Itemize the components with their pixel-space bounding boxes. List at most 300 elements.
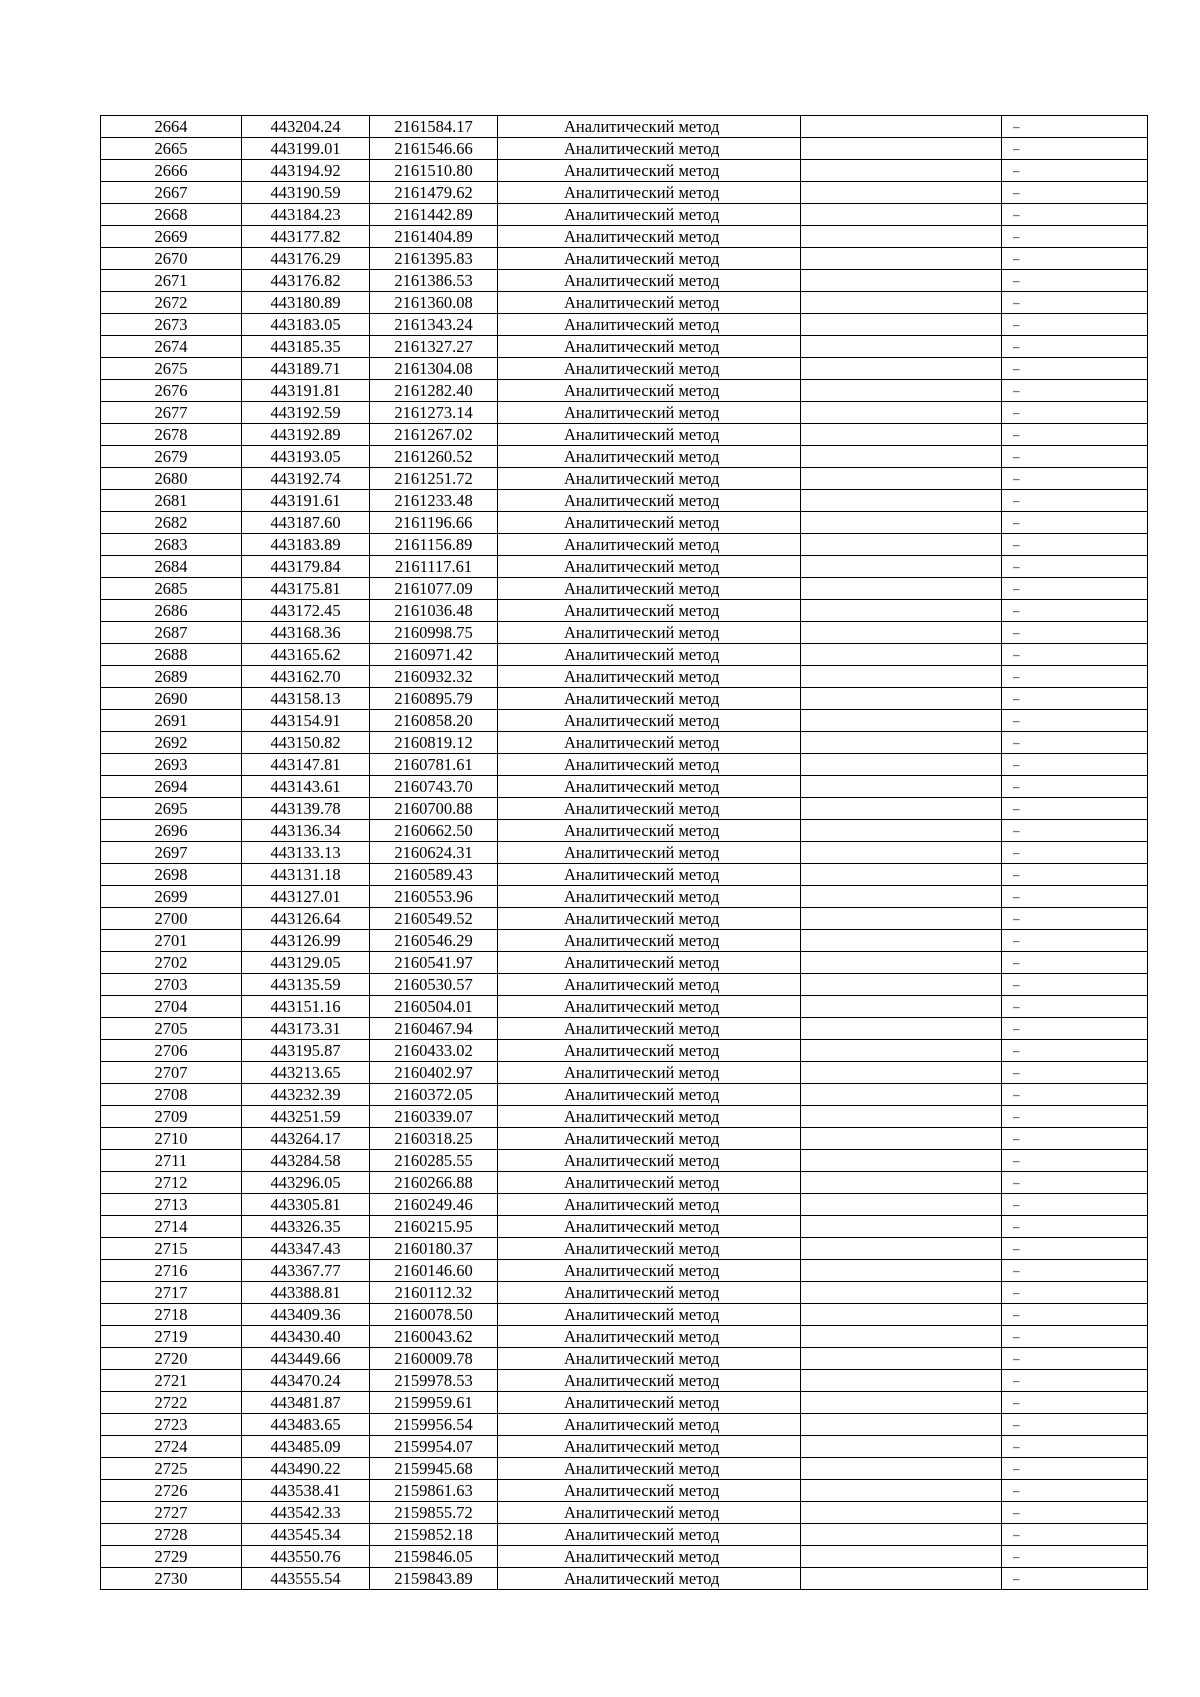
- x-coordinate-cell: 443232.39: [242, 1084, 370, 1106]
- table-row: [101, 314, 1148, 336]
- x-coordinate-cell: 443195.87: [242, 1040, 370, 1062]
- accuracy-cell: [801, 886, 1002, 908]
- y-coordinate-cell: 2160009.78: [370, 1348, 498, 1370]
- table-row: [101, 556, 1148, 578]
- y-coordinate-cell: 2161327.27: [370, 336, 498, 358]
- x-coordinate-cell: 443326.35: [242, 1216, 370, 1238]
- x-coordinate-cell: 443136.34: [242, 820, 370, 842]
- x-coordinate-cell: 443490.22: [242, 1458, 370, 1480]
- y-coordinate-cell: 2161510.80: [370, 160, 498, 182]
- x-coordinate-cell: 443151.16: [242, 996, 370, 1018]
- point-number-cell: 2687: [101, 622, 242, 644]
- point-number-cell: 2700: [101, 908, 242, 930]
- point-number-cell: 2729: [101, 1546, 242, 1568]
- table-row: [101, 710, 1148, 732]
- x-coordinate-cell: 443213.65: [242, 1062, 370, 1084]
- method-cell: Аналитический метод: [498, 622, 801, 644]
- point-number-cell: 2712: [101, 1172, 242, 1194]
- point-number-cell: 2696: [101, 820, 242, 842]
- method-cell: Аналитический метод: [498, 1194, 801, 1216]
- description-cell: –: [1002, 644, 1148, 666]
- table-row: [101, 138, 1148, 160]
- y-coordinate-cell: 2159959.61: [370, 1392, 498, 1414]
- accuracy-cell: [801, 644, 1002, 666]
- accuracy-cell: [801, 248, 1002, 270]
- x-coordinate-cell: 443192.89: [242, 424, 370, 446]
- y-coordinate-cell: 2160858.20: [370, 710, 498, 732]
- y-coordinate-cell: 2159843.89: [370, 1568, 498, 1590]
- table-row: [101, 1128, 1148, 1150]
- y-coordinate-cell: 2160781.61: [370, 754, 498, 776]
- y-coordinate-cell: 2160249.46: [370, 1194, 498, 1216]
- description-cell: –: [1002, 886, 1148, 908]
- point-number-cell: 2683: [101, 534, 242, 556]
- method-cell: Аналитический метод: [498, 732, 801, 754]
- x-coordinate-cell: 443305.81: [242, 1194, 370, 1216]
- point-number-cell: 2677: [101, 402, 242, 424]
- point-number-cell: 2723: [101, 1414, 242, 1436]
- x-coordinate-cell: 443430.40: [242, 1326, 370, 1348]
- method-cell: Аналитический метод: [498, 864, 801, 886]
- y-coordinate-cell: 2159852.18: [370, 1524, 498, 1546]
- y-coordinate-cell: 2160215.95: [370, 1216, 498, 1238]
- point-number-cell: 2703: [101, 974, 242, 996]
- description-cell: –: [1002, 842, 1148, 864]
- table-row: [101, 1040, 1148, 1062]
- method-cell: Аналитический метод: [498, 688, 801, 710]
- method-cell: Аналитический метод: [498, 292, 801, 314]
- y-coordinate-cell: 2160553.96: [370, 886, 498, 908]
- x-coordinate-cell: 443184.23: [242, 204, 370, 226]
- table-row: [101, 1282, 1148, 1304]
- y-coordinate-cell: 2160624.31: [370, 842, 498, 864]
- point-number-cell: 2682: [101, 512, 242, 534]
- y-coordinate-cell: 2160932.32: [370, 666, 498, 688]
- method-cell: Аналитический метод: [498, 1304, 801, 1326]
- accuracy-cell: [801, 1326, 1002, 1348]
- description-cell: –: [1002, 116, 1148, 138]
- description-cell: –: [1002, 710, 1148, 732]
- point-number-cell: 2685: [101, 578, 242, 600]
- x-coordinate-cell: 443185.35: [242, 336, 370, 358]
- description-cell: –: [1002, 248, 1148, 270]
- method-cell: Аналитический метод: [498, 798, 801, 820]
- accuracy-cell: [801, 1480, 1002, 1502]
- x-coordinate-cell: 443139.78: [242, 798, 370, 820]
- description-cell: –: [1002, 1304, 1148, 1326]
- description-cell: –: [1002, 996, 1148, 1018]
- method-cell: Аналитический метод: [498, 1216, 801, 1238]
- table-row: [101, 996, 1148, 1018]
- accuracy-cell: [801, 446, 1002, 468]
- accuracy-cell: [801, 820, 1002, 842]
- description-cell: –: [1002, 1062, 1148, 1084]
- y-coordinate-cell: 2161546.66: [370, 138, 498, 160]
- description-cell: –: [1002, 666, 1148, 688]
- method-cell: Аналитический метод: [498, 336, 801, 358]
- y-coordinate-cell: 2161156.89: [370, 534, 498, 556]
- point-number-cell: 2678: [101, 424, 242, 446]
- description-cell: –: [1002, 380, 1148, 402]
- y-coordinate-cell: 2161386.53: [370, 270, 498, 292]
- x-coordinate-cell: 443183.89: [242, 534, 370, 556]
- y-coordinate-cell: 2160402.97: [370, 1062, 498, 1084]
- description-cell: –: [1002, 292, 1148, 314]
- x-coordinate-cell: 443538.41: [242, 1480, 370, 1502]
- x-coordinate-cell: 443388.81: [242, 1282, 370, 1304]
- y-coordinate-cell: 2159954.07: [370, 1436, 498, 1458]
- table-row: [101, 754, 1148, 776]
- x-coordinate-cell: 443150.82: [242, 732, 370, 754]
- point-number-cell: 2728: [101, 1524, 242, 1546]
- y-coordinate-cell: 2160700.88: [370, 798, 498, 820]
- accuracy-cell: [801, 270, 1002, 292]
- description-cell: –: [1002, 974, 1148, 996]
- method-cell: Аналитический метод: [498, 314, 801, 336]
- description-cell: –: [1002, 1106, 1148, 1128]
- accuracy-cell: [801, 864, 1002, 886]
- point-number-cell: 2706: [101, 1040, 242, 1062]
- x-coordinate-cell: 443555.54: [242, 1568, 370, 1590]
- table-row: [101, 1502, 1148, 1524]
- method-cell: Аналитический метод: [498, 600, 801, 622]
- description-cell: –: [1002, 512, 1148, 534]
- table-row: [101, 1304, 1148, 1326]
- method-cell: Аналитический метод: [498, 710, 801, 732]
- accuracy-cell: [801, 1128, 1002, 1150]
- description-cell: –: [1002, 1018, 1148, 1040]
- x-coordinate-cell: 443470.24: [242, 1370, 370, 1392]
- accuracy-cell: [801, 622, 1002, 644]
- point-number-cell: 2680: [101, 468, 242, 490]
- method-cell: Аналитический метод: [498, 974, 801, 996]
- x-coordinate-cell: 443154.91: [242, 710, 370, 732]
- accuracy-cell: [801, 380, 1002, 402]
- table-row: [101, 512, 1148, 534]
- method-cell: Аналитический метод: [498, 1106, 801, 1128]
- description-cell: –: [1002, 776, 1148, 798]
- point-number-cell: 2676: [101, 380, 242, 402]
- point-number-cell: 2717: [101, 1282, 242, 1304]
- table-row: [101, 1436, 1148, 1458]
- y-coordinate-cell: 2161479.62: [370, 182, 498, 204]
- accuracy-cell: [801, 1392, 1002, 1414]
- accuracy-cell: [801, 754, 1002, 776]
- method-cell: Аналитический метод: [498, 666, 801, 688]
- table-row: [101, 424, 1148, 446]
- description-cell: –: [1002, 1084, 1148, 1106]
- table-row: [101, 1106, 1148, 1128]
- x-coordinate-cell: 443251.59: [242, 1106, 370, 1128]
- point-number-cell: 2673: [101, 314, 242, 336]
- x-coordinate-cell: 443194.92: [242, 160, 370, 182]
- y-coordinate-cell: 2160971.42: [370, 644, 498, 666]
- x-coordinate-cell: 443173.31: [242, 1018, 370, 1040]
- method-cell: Аналитический метод: [498, 1282, 801, 1304]
- description-cell: –: [1002, 1194, 1148, 1216]
- method-cell: Аналитический метод: [498, 996, 801, 1018]
- y-coordinate-cell: 2160998.75: [370, 622, 498, 644]
- point-number-cell: 2694: [101, 776, 242, 798]
- description-cell: –: [1002, 1568, 1148, 1590]
- x-coordinate-cell: 443190.59: [242, 182, 370, 204]
- method-cell: Аналитический метод: [498, 468, 801, 490]
- description-cell: –: [1002, 226, 1148, 248]
- description-cell: –: [1002, 622, 1148, 644]
- point-number-cell: 2688: [101, 644, 242, 666]
- method-cell: Аналитический метод: [498, 1568, 801, 1590]
- y-coordinate-cell: 2160819.12: [370, 732, 498, 754]
- y-coordinate-cell: 2161395.83: [370, 248, 498, 270]
- x-coordinate-cell: 443449.66: [242, 1348, 370, 1370]
- x-coordinate-cell: 443545.34: [242, 1524, 370, 1546]
- y-coordinate-cell: 2161233.48: [370, 490, 498, 512]
- accuracy-cell: [801, 490, 1002, 512]
- accuracy-cell: [801, 930, 1002, 952]
- table-row: [101, 1348, 1148, 1370]
- accuracy-cell: [801, 358, 1002, 380]
- point-number-cell: 2705: [101, 1018, 242, 1040]
- method-cell: Аналитический метод: [498, 182, 801, 204]
- x-coordinate-cell: 443158.13: [242, 688, 370, 710]
- table-row: [101, 1458, 1148, 1480]
- method-cell: Аналитический метод: [498, 556, 801, 578]
- table-row: [101, 732, 1148, 754]
- description-cell: –: [1002, 1414, 1148, 1436]
- description-cell: –: [1002, 424, 1148, 446]
- y-coordinate-cell: 2161196.66: [370, 512, 498, 534]
- x-coordinate-cell: 443264.17: [242, 1128, 370, 1150]
- point-number-cell: 2715: [101, 1238, 242, 1260]
- accuracy-cell: [801, 974, 1002, 996]
- description-cell: –: [1002, 1348, 1148, 1370]
- y-coordinate-cell: 2160372.05: [370, 1084, 498, 1106]
- method-cell: Аналитический метод: [498, 644, 801, 666]
- description-cell: –: [1002, 754, 1148, 776]
- method-cell: Аналитический метод: [498, 1502, 801, 1524]
- x-coordinate-cell: 443284.58: [242, 1150, 370, 1172]
- y-coordinate-cell: 2160467.94: [370, 1018, 498, 1040]
- table-row: [101, 688, 1148, 710]
- y-coordinate-cell: 2160662.50: [370, 820, 498, 842]
- description-cell: –: [1002, 864, 1148, 886]
- point-number-cell: 2690: [101, 688, 242, 710]
- y-coordinate-cell: 2161442.89: [370, 204, 498, 226]
- table-row: [101, 1392, 1148, 1414]
- x-coordinate-cell: 443176.29: [242, 248, 370, 270]
- accuracy-cell: [801, 1150, 1002, 1172]
- point-number-cell: 2672: [101, 292, 242, 314]
- point-number-cell: 2665: [101, 138, 242, 160]
- table-row: [101, 358, 1148, 380]
- point-number-cell: 2681: [101, 490, 242, 512]
- x-coordinate-cell: 443129.05: [242, 952, 370, 974]
- point-number-cell: 2701: [101, 930, 242, 952]
- table-row: [101, 1018, 1148, 1040]
- table-row: [101, 1546, 1148, 1568]
- accuracy-cell: [801, 1436, 1002, 1458]
- accuracy-cell: [801, 600, 1002, 622]
- method-cell: Аналитический метод: [498, 1392, 801, 1414]
- table-row: [101, 908, 1148, 930]
- method-cell: Аналитический метод: [498, 1524, 801, 1546]
- y-coordinate-cell: 2161282.40: [370, 380, 498, 402]
- point-number-cell: 2707: [101, 1062, 242, 1084]
- accuracy-cell: [801, 1018, 1002, 1040]
- y-coordinate-cell: 2160078.50: [370, 1304, 498, 1326]
- method-cell: Аналитический метод: [498, 424, 801, 446]
- accuracy-cell: [801, 1172, 1002, 1194]
- y-coordinate-cell: 2159855.72: [370, 1502, 498, 1524]
- method-cell: Аналитический метод: [498, 930, 801, 952]
- x-coordinate-cell: 443135.59: [242, 974, 370, 996]
- description-cell: –: [1002, 402, 1148, 424]
- method-cell: Аналитический метод: [498, 578, 801, 600]
- method-cell: Аналитический метод: [498, 1018, 801, 1040]
- accuracy-cell: [801, 1194, 1002, 1216]
- y-coordinate-cell: 2160549.52: [370, 908, 498, 930]
- y-coordinate-cell: 2159945.68: [370, 1458, 498, 1480]
- x-coordinate-cell: 443168.36: [242, 622, 370, 644]
- x-coordinate-cell: 443176.82: [242, 270, 370, 292]
- table-row: [101, 446, 1148, 468]
- accuracy-cell: [801, 1414, 1002, 1436]
- description-cell: –: [1002, 314, 1148, 336]
- description-cell: –: [1002, 468, 1148, 490]
- x-coordinate-cell: 443189.71: [242, 358, 370, 380]
- y-coordinate-cell: 2161251.72: [370, 468, 498, 490]
- table-row: [101, 380, 1148, 402]
- point-number-cell: 2691: [101, 710, 242, 732]
- method-cell: Аналитический метод: [498, 160, 801, 182]
- method-cell: Аналитический метод: [498, 116, 801, 138]
- point-number-cell: 2709: [101, 1106, 242, 1128]
- method-cell: Аналитический метод: [498, 1458, 801, 1480]
- method-cell: Аналитический метод: [498, 534, 801, 556]
- y-coordinate-cell: 2160541.97: [370, 952, 498, 974]
- method-cell: Аналитический метод: [498, 1238, 801, 1260]
- x-coordinate-cell: 443192.74: [242, 468, 370, 490]
- point-number-cell: 2697: [101, 842, 242, 864]
- description-cell: –: [1002, 732, 1148, 754]
- x-coordinate-cell: 443199.01: [242, 138, 370, 160]
- point-number-cell: 2699: [101, 886, 242, 908]
- table-body: [101, 116, 1148, 1590]
- x-coordinate-cell: 443367.77: [242, 1260, 370, 1282]
- point-number-cell: 2708: [101, 1084, 242, 1106]
- table-row: [101, 1216, 1148, 1238]
- point-number-cell: 2721: [101, 1370, 242, 1392]
- y-coordinate-cell: 2160318.25: [370, 1128, 498, 1150]
- point-number-cell: 2714: [101, 1216, 242, 1238]
- point-number-cell: 2720: [101, 1348, 242, 1370]
- x-coordinate-cell: 443165.62: [242, 644, 370, 666]
- method-cell: Аналитический метод: [498, 1546, 801, 1568]
- accuracy-cell: [801, 402, 1002, 424]
- x-coordinate-cell: 443409.36: [242, 1304, 370, 1326]
- table-row: [101, 864, 1148, 886]
- description-cell: –: [1002, 1172, 1148, 1194]
- description-cell: –: [1002, 490, 1148, 512]
- point-number-cell: 2675: [101, 358, 242, 380]
- table-row: [101, 468, 1148, 490]
- x-coordinate-cell: 443143.61: [242, 776, 370, 798]
- x-coordinate-cell: 443126.99: [242, 930, 370, 952]
- x-coordinate-cell: 443542.33: [242, 1502, 370, 1524]
- table-row: [101, 1524, 1148, 1546]
- table-row: [101, 1370, 1148, 1392]
- table-row: [101, 270, 1148, 292]
- description-cell: –: [1002, 600, 1148, 622]
- table-row: [101, 666, 1148, 688]
- accuracy-cell: [801, 1568, 1002, 1590]
- accuracy-cell: [801, 1370, 1002, 1392]
- accuracy-cell: [801, 1304, 1002, 1326]
- table-row: [101, 644, 1148, 666]
- point-number-cell: 2724: [101, 1436, 242, 1458]
- coordinates-table: [100, 115, 1148, 1590]
- point-number-cell: 2695: [101, 798, 242, 820]
- method-cell: Аналитический метод: [498, 754, 801, 776]
- method-cell: Аналитический метод: [498, 1436, 801, 1458]
- x-coordinate-cell: 443172.45: [242, 600, 370, 622]
- y-coordinate-cell: 2159978.53: [370, 1370, 498, 1392]
- table-row: [101, 490, 1148, 512]
- point-number-cell: 2698: [101, 864, 242, 886]
- table-row: [101, 798, 1148, 820]
- table-row: [101, 578, 1148, 600]
- x-coordinate-cell: 443187.60: [242, 512, 370, 534]
- x-coordinate-cell: 443485.09: [242, 1436, 370, 1458]
- method-cell: Аналитический метод: [498, 842, 801, 864]
- y-coordinate-cell: 2160589.43: [370, 864, 498, 886]
- accuracy-cell: [801, 1106, 1002, 1128]
- table-row: [101, 534, 1148, 556]
- table-row: [101, 1238, 1148, 1260]
- y-coordinate-cell: 2161584.17: [370, 116, 498, 138]
- table-row: [101, 248, 1148, 270]
- y-coordinate-cell: 2160285.55: [370, 1150, 498, 1172]
- point-number-cell: 2674: [101, 336, 242, 358]
- method-cell: Аналитический метод: [498, 512, 801, 534]
- x-coordinate-cell: 443296.05: [242, 1172, 370, 1194]
- point-number-cell: 2704: [101, 996, 242, 1018]
- x-coordinate-cell: 443191.81: [242, 380, 370, 402]
- accuracy-cell: [801, 292, 1002, 314]
- accuracy-cell: [801, 116, 1002, 138]
- point-number-cell: 2669: [101, 226, 242, 248]
- table-row: [101, 1260, 1148, 1282]
- x-coordinate-cell: 443483.65: [242, 1414, 370, 1436]
- y-coordinate-cell: 2161077.09: [370, 578, 498, 600]
- method-cell: Аналитический метод: [498, 1480, 801, 1502]
- description-cell: –: [1002, 556, 1148, 578]
- table-row: [101, 1194, 1148, 1216]
- point-number-cell: 2722: [101, 1392, 242, 1414]
- method-cell: Аналитический метод: [498, 358, 801, 380]
- method-cell: Аналитический метод: [498, 1062, 801, 1084]
- accuracy-cell: [801, 578, 1002, 600]
- description-cell: –: [1002, 1260, 1148, 1282]
- x-coordinate-cell: 443162.70: [242, 666, 370, 688]
- y-coordinate-cell: 2159956.54: [370, 1414, 498, 1436]
- description-cell: –: [1002, 1502, 1148, 1524]
- y-coordinate-cell: 2161267.02: [370, 424, 498, 446]
- table-row: [101, 1062, 1148, 1084]
- accuracy-cell: [801, 1458, 1002, 1480]
- accuracy-cell: [801, 512, 1002, 534]
- description-cell: –: [1002, 578, 1148, 600]
